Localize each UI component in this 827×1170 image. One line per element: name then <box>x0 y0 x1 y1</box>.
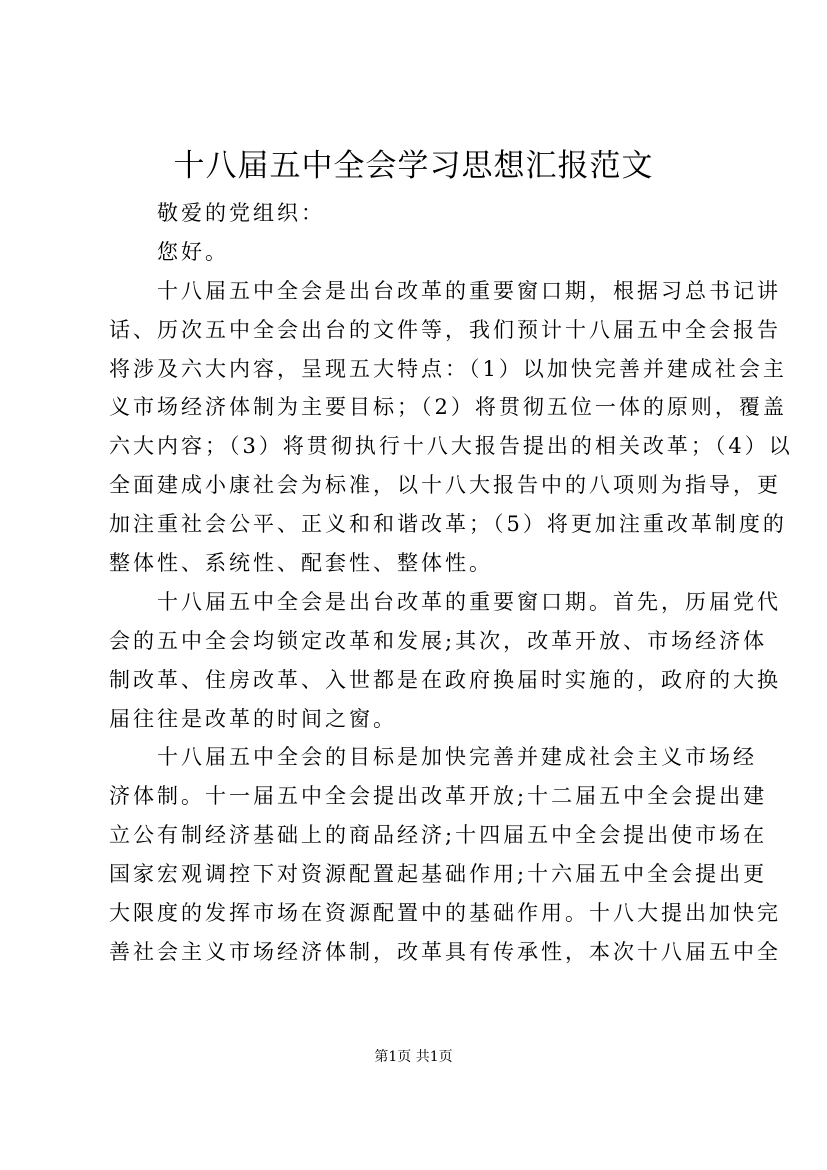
text-line: 您好。 <box>157 239 229 264</box>
text-line: 敬爱的党组织： <box>157 201 325 225</box>
text-line: 话、历次五中全会出台的文件等，我们预计十八届五中全会报告 <box>109 317 781 342</box>
page-footer: 第1页 共1页 <box>374 1049 453 1065</box>
text-line: 十八届五中全会的目标是加快完善并建成社会主义市场经 <box>157 745 757 770</box>
text-line: 善社会主义市场经济体制，改革具有传承性，本次十八届五中全 <box>109 939 781 964</box>
text-line: 十八届五中全会是出台改革的重要窗口期，根据习总书记讲 <box>157 278 781 303</box>
text-line: 全面建成小康社会为标准，以十八大报告中的八项则为指导，更 <box>109 473 781 498</box>
text-line: 制改革、住房改革、入世都是在政府换届时实施的，政府的大换 <box>109 667 781 692</box>
text-line: 大限度的发挥市场在资源配置中的基础作用。十八大提出加快完 <box>109 901 781 926</box>
text-line: 加注重社会公平、正义和和谐改革；（5）将更加注重改革制度的 <box>109 512 787 537</box>
document-title: 十八届五中全会学习思想汇报范文 <box>173 148 654 184</box>
text-line: 六大内容；（3）将贯彻执行十八大报告提出的相关改革；（4）以 <box>109 434 793 459</box>
text-line: 立公有制经济基础上的商品经济;十四届五中全会提出使市场在 <box>109 823 768 848</box>
text-line: 届往往是改革的时间之窗。 <box>109 706 397 731</box>
document-body <box>109 194 793 972</box>
text-line: 国家宏观调控下对资源配置起基础作用;十六届五中全会提出更 <box>109 862 768 887</box>
text-line: 十八届五中全会是出台改革的重要窗口期。首先，历届党代 <box>157 589 781 614</box>
text-line: 会的五中全会均锁定改革和发展;其次，改革开放、市场经济体 <box>109 628 768 653</box>
text-line: 义市场经济体制为主要目标；（2）将贯彻五位一体的原则，覆盖 <box>109 395 787 420</box>
text-line: 将涉及六大内容，呈现五大特点：（1）以加快完善并建成社会主 <box>109 356 787 381</box>
text-line: 济体制。十一届五中全会提出改革开放;十二届五中全会提出建 <box>109 784 768 809</box>
text-line: 整体性、系统性、配套性、整体性。 <box>109 551 493 576</box>
